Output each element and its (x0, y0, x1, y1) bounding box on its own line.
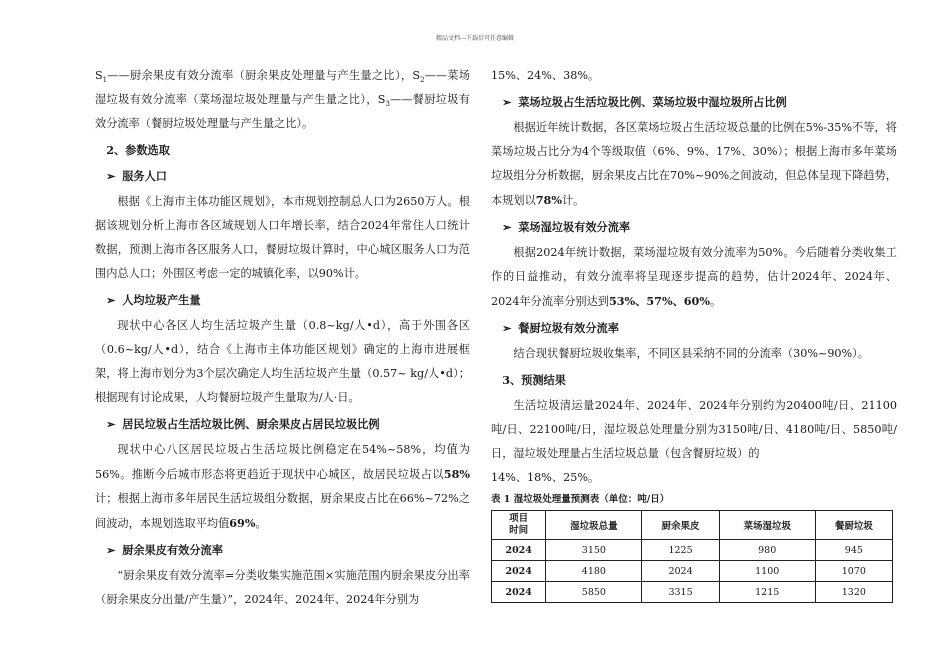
arrow-bullet-icon: ➢ (106, 169, 116, 183)
table-cell: 1320 (815, 582, 892, 603)
s1-definition: ——厨余果皮有效分流率（厨余果皮处理量与产生量之比）， (107, 69, 413, 82)
table-cell: 1215 (719, 582, 815, 603)
heading-market-ratio (491, 90, 897, 114)
heading-per-capita (95, 288, 470, 312)
s3-subscript: 3 (385, 100, 390, 109)
table-cell: 980 (719, 540, 815, 561)
heading-service-population (95, 164, 470, 188)
table-cell: 945 (815, 540, 892, 561)
text-run: 根据近年统计数据，各区菜场垃圾占生活垃圾总量的比例在5%-35%不等，将菜场垃圾占比分为4个等级取值（6%、9%、17%、30%）；根据上海市多年菜场垃圾组分分析数据，厨余果皮占比在70%~90%之间波动，但总体呈现下降趋势，本规划以 (491, 121, 897, 207)
row-year: 2024 (492, 582, 546, 603)
s2-subscript: 2 (420, 76, 425, 85)
paragraph-results-continued: 14%、18%、25%。 (491, 471, 600, 484)
bold-value: 69% (229, 516, 256, 530)
s2-definition: ——菜场湿垃圾有效分流率（菜场湿垃圾处理量与产生量之比）， (95, 69, 470, 106)
table-cell: 1070 (815, 561, 892, 582)
table-cell: 3150 (546, 540, 642, 561)
heading-kitchen-diversion (95, 538, 470, 562)
heading-service-population-text: 服务人口 (122, 169, 167, 183)
page-header: 精品文档---下载后可任意编辑 (435, 35, 515, 42)
table-row (492, 582, 893, 603)
column-header: 菜场湿垃圾 (719, 511, 815, 540)
row-year: 2024 (492, 540, 546, 561)
arrow-bullet-icon: ➢ (106, 543, 116, 557)
forecast-table (491, 510, 893, 603)
bold-value: 53%、57%、60% (608, 294, 710, 308)
table-caption: 表 1 湿垃圾处理量预测表（单位：吨/日） (491, 494, 670, 505)
heading-restaurant-diversion (491, 316, 897, 340)
s3-definition: ——餐厨垃圾有效分流率（餐厨垃圾处理量与产生量之比）。 (95, 93, 470, 130)
heading-market-ratio-text: 菜场垃圾占生活垃圾比例、菜场垃圾中湿垃圾所占比例 (518, 95, 787, 109)
s1-symbol: S (95, 69, 103, 82)
s2-symbol: S (412, 69, 421, 82)
arrow-bullet-icon: ➢ (106, 417, 116, 431)
column-header: 湿垃圾总量 (546, 511, 642, 540)
table-corner-cell (492, 511, 546, 540)
heading-resident-ratio (95, 412, 470, 436)
corner-bottom-label: 时间 (509, 525, 529, 536)
table-cell: 3315 (642, 582, 719, 603)
row-year: 2024 (492, 561, 546, 582)
table-cell: 5850 (546, 582, 642, 603)
paragraph-resident-ratio (95, 438, 470, 536)
text-run: 计。 (561, 194, 585, 207)
arrow-bullet-icon: ➢ (106, 293, 116, 307)
text-run: 。 (255, 517, 267, 530)
corner-top-label: 项目 (509, 513, 529, 524)
text-run: 现状中心八区居民垃圾占生活垃圾比例稳定在54%~58%，均值为56%。推断今后城市形态将更趋近于现状中心城区，故居民垃圾占以 (95, 443, 470, 481)
heading-market-wet-diversion-text: 菜场湿垃圾有效分流率 (518, 220, 631, 234)
s1-subscript: 1 (102, 76, 108, 85)
text-run: 。 (709, 295, 722, 308)
heading-restaurant-diversion-text: 餐厨垃圾有效分流率 (518, 321, 619, 335)
section-heading-results: 3、预测结果 (502, 373, 566, 387)
symbol-definitions (95, 64, 470, 136)
paragraph-restaurant-diversion: 结合现状餐厨垃圾收集率，不同区县采纳不同的分流率（30%~90%）。 (513, 347, 869, 360)
paragraph-results: 生活垃圾清运量2024年、2024年、2024年分别约为20400吨/日、21100吨/日、22100吨/日，湿垃圾总处理量分别为3150吨/日、4180吨/日、5850吨/日，湿垃圾处理量占生活垃圾总量（包含餐厨垃圾）的 (491, 399, 897, 460)
heading-kitchen-diversion-text: 厨余果皮有效分流率 (122, 543, 223, 557)
table-cell: 1225 (642, 540, 719, 561)
paragraph-continuation: 15%、24%、38%。 (491, 69, 600, 82)
column-header: 餐厨垃圾 (815, 511, 892, 540)
paragraph-market-ratio (491, 116, 897, 213)
table-cell: 2024 (642, 561, 719, 582)
arrow-bullet-icon: ➢ (502, 321, 512, 335)
bold-value: 58% (443, 467, 470, 481)
left-column (95, 64, 470, 612)
column-header: 厨余果皮 (642, 511, 719, 540)
text-run: 根据2024年统计数据，菜场湿垃圾有效分流率为50%。今后随着分类收集工作的日益推动，有效分流率将呈现逐步提高的趋势，估计2024年、2024年、2024年分流率分别达到 (491, 246, 897, 308)
paragraph-per-capita: 现状中心各区人均生活垃圾产生量（0.8~kg/人•d），高于外围各区（0.6~kg/人•d），结合《上海市主体功能区规划》确定的上海市进展框架，将上海市划分为3个层次确定人均生活垃圾产生量（0.57~ kg/人•d）；根据现有讨论成果，人均餐厨垃圾产生量取为/人·日。 (95, 319, 470, 404)
paragraph-kitchen-diversion: “厨余果皮有效分流率=分类收集实施范围×实施范围内厨余果皮分出率（厨余果皮分出量/产生量）”，2024年、2024年、2024年分别为 (95, 569, 470, 606)
paragraph-service-population: 根据《上海市主体功能区规划》，本市规划控制总人口为2650万人。根据该规划分析上海市各区域规划人口年增长率，结合2024年常住人口统计数据，预测上海市各区服务人口，餐厨垃圾计算时，中心城区服务人口为范围内总人口；外围区考虑一定的城镇化率，以90%计。 (95, 195, 470, 280)
table-row (492, 540, 893, 561)
table-cell: 1100 (719, 561, 815, 582)
s3-symbol: S (377, 93, 386, 106)
table-cell: 4180 (546, 561, 642, 582)
bold-value: 78% (535, 193, 562, 207)
right-column (491, 64, 897, 603)
paragraph-market-wet-diversion (491, 241, 897, 314)
text-run: 计；根据上海市多年居民生活垃圾组分数据，厨余果皮占比在66%~72%之间波动，本规划选取平均值 (95, 492, 470, 530)
heading-per-capita-text: 人均垃圾产生量 (122, 293, 201, 307)
arrow-bullet-icon: ➢ (502, 220, 512, 234)
section-heading-params: 2、参数选取 (106, 143, 170, 157)
heading-market-wet-diversion (491, 215, 897, 239)
heading-resident-ratio-text: 居民垃圾占生活垃圾比例、厨余果皮占居民垃圾比例 (122, 417, 380, 431)
table-row (492, 561, 893, 582)
table-header-row (492, 511, 893, 540)
arrow-bullet-icon: ➢ (502, 95, 512, 109)
